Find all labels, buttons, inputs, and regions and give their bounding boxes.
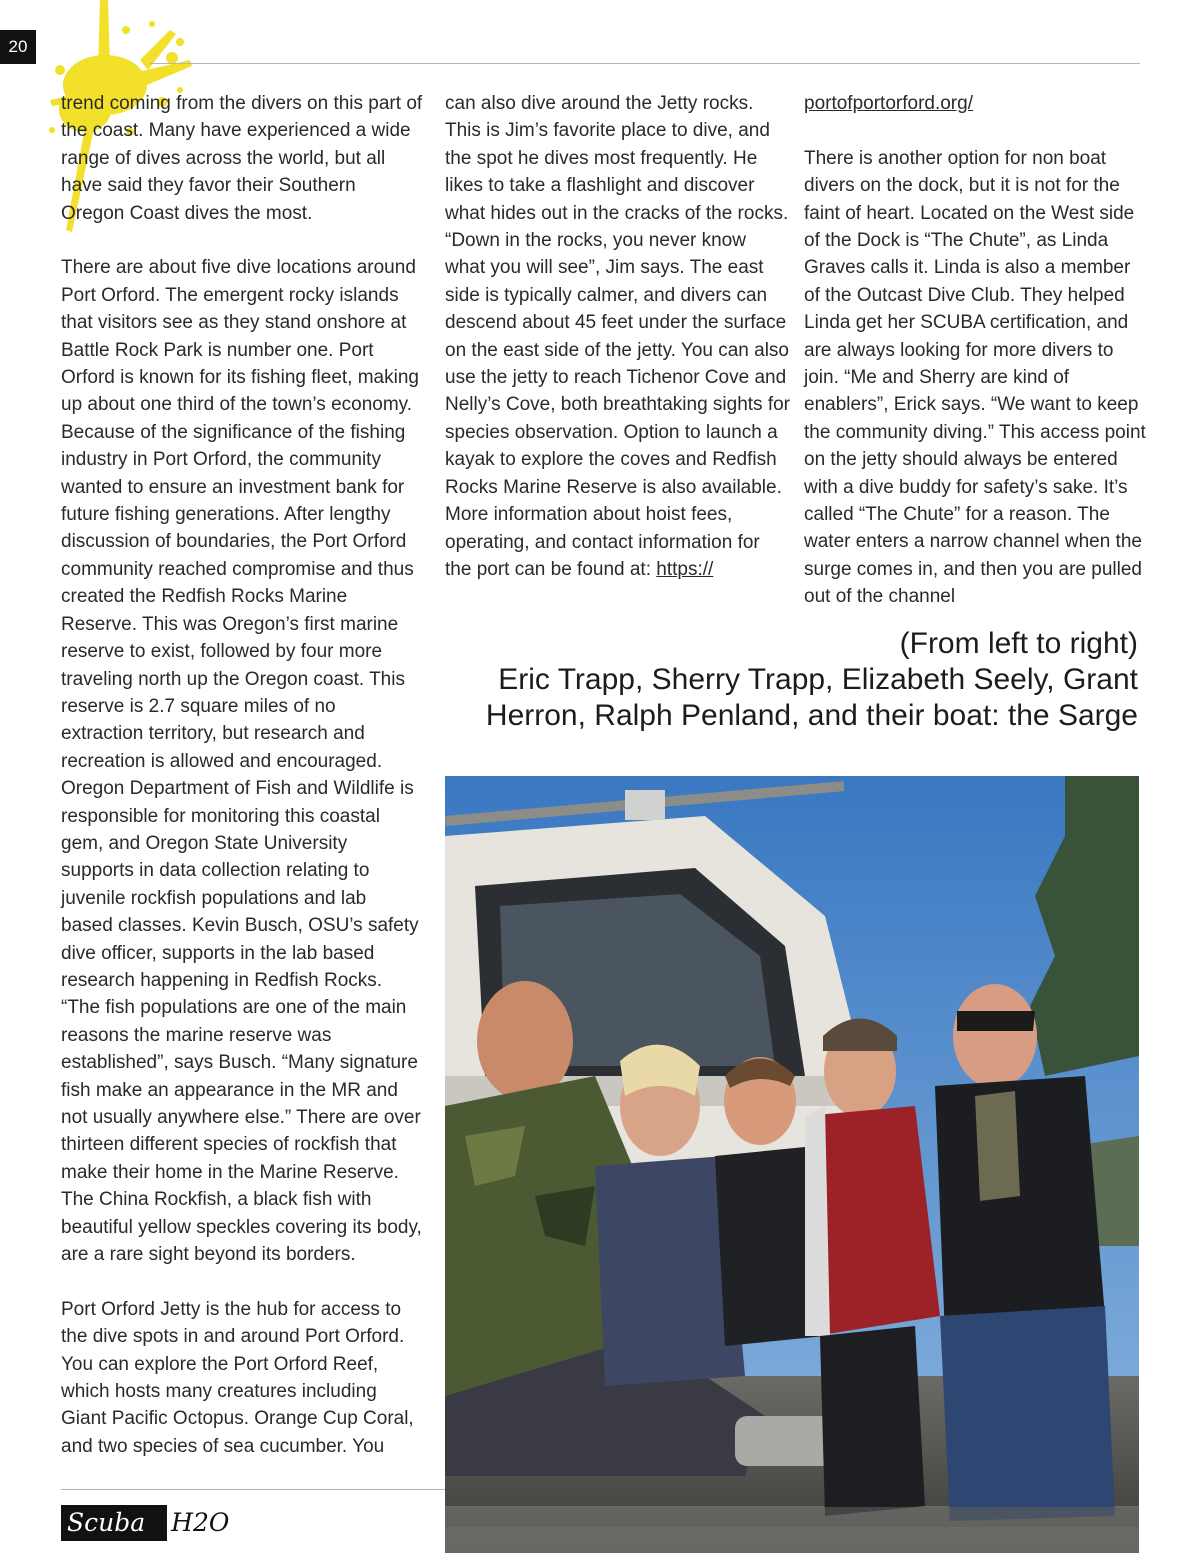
paragraph-text: can also dive around the Jetty rocks. This is Jim’s favorite place to dive, and the spot he dives most frequently. He likes to take a flashlight and discover what hides out in the cracks of the rocks. “Down in the rocks, you never know what you will see”, Jim says. The east side is typically calmer, and divers can descend about 45 feet under the surface on the east side of the jetty. You can also use the jetty to reach Tichenor Cove and Nelly’s Cove, both breathtaking sights for species observation. Option to launch a kayak to explore the coves and Redfish Rocks Marine Reserve is also available. More information about hoist fees, operating, and contact information for the port can be found at: — [445, 93, 790, 580]
magazine-logo — [61, 1505, 229, 1541]
paragraph: There is another option for non boat divers on the dock, but it is not for the faint of heart. Located on the West side of the Dock is “The Chute”, as Linda Graves calls it. Linda is also a member of the Outcast Dive Club. They helped Linda get her SCUBA certification, and are always looking for more divers to join. “Me and Sherry are kind of enablers”, Erick says. “We want to keep the community diving.” This access point on the jetty should always be entered with a dive buddy for safety’s sake. It’s called “The Chute” for a reason. The water enters a narrow channel when the surge comes in, and then you are pulled out of the channel — [804, 147, 1146, 608]
bottom-divider — [61, 1489, 445, 1490]
photo-caption — [438, 626, 1138, 734]
caption-names: Eric Trapp, Sherry Trapp, Elizabeth Seely, Grant Herron, Ralph Penland, and their boat: the Sarge — [485, 663, 1138, 732]
paragraph — [804, 90, 1149, 117]
caption-heading: (From left to right) — [899, 627, 1138, 660]
paragraph — [445, 90, 790, 583]
article-column-left — [61, 90, 423, 1460]
logo-word: Scuba — [61, 1505, 167, 1541]
top-divider — [150, 63, 1140, 64]
paragraph: trend coming from the divers on this part of the coast. Many have experienced a wide range of dives across the world, but all have said they favor their Southern Oregon Coast dives the most. — [61, 93, 423, 224]
port-url-link-end[interactable]: portofportorford.org/ — [804, 93, 973, 114]
article-column-middle — [445, 90, 790, 583]
port-url-link-start[interactable]: https:// — [656, 558, 714, 580]
page-number: 20 — [0, 30, 36, 64]
logo-suffix: H2O — [171, 1508, 230, 1537]
group-photo — [445, 776, 1139, 1553]
paragraph: Port Orford Jetty is the hub for access to the dive spots in and around Port Orford. You can explore the Port Orford Reef, which hosts many creatures including Giant Pacific Octopus. Orange Cup Coral, and two species of sea cucumber. You — [61, 1298, 414, 1457]
paragraph: There are about five dive locations around Port Orford. The emergent rocky islands that visitors see as they stand onshore at Battle Rock Park is number one. Port Orford is known for its fishing fleet, making up about one third of the town’s economy. Because of the significance of the fishing industry in Port Orford, the community wanted to ensure an investment bank for future fishing generations. After lengthy discussion of boundaries, the Port Orford community reached compromise and thus created the Redfish Rocks Marine Reserve. This was Oregon’s first marine reserve to exist, followed by four more traveling north up the Oregon coast. This reserve is 2.7 square miles of no extraction territory, but research and recreation is allowed and encouraged. Oregon Department of Fish and Wildlife is responsible for monitoring this coastal gem, and Oregon State University supports in data collection relating to juvenile rockfish populations and lab based classes. Kevin Busch, OSU’s safety dive officer, supports in the lab based research happening in Redfish Rocks. “The fish populations are one of the main reasons the marine reserve was established”, says Busch. “Many signature fish make an appearance in the MR and not usually anywhere else.” There are over thirteen different species of rockfish that make their home in the Marine Reserve. The China Rockfish, a black fish with beautiful yellow speckles covering its body, are a rare sight beyond its borders. — [61, 257, 422, 1266]
group-photo-divers-boat-icon — [445, 776, 1139, 1553]
article-column-right — [804, 90, 1149, 611]
